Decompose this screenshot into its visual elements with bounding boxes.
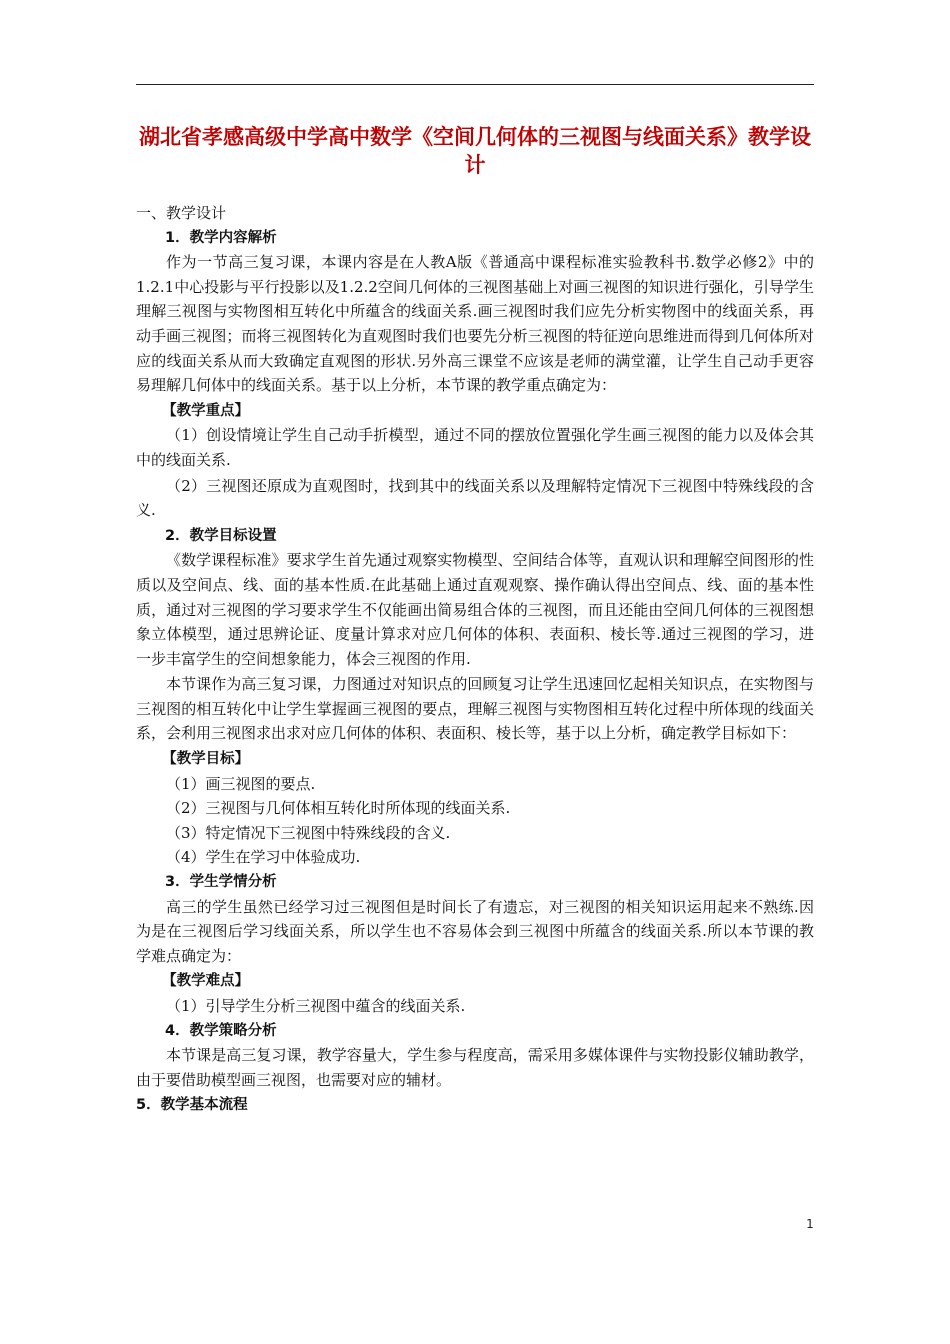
tag-key-points: 【教学重点】 [162,402,250,419]
list-item: （1）创设情境让学生自己动手折模型，通过不同的摆放位置强化学生画三视图的能力以及体会其中的线面关系. [136,426,814,469]
list-item: （1）画三视图的要点. [166,774,316,793]
list-item: （3）特定情况下三视图中特殊线段的含义. [166,823,451,842]
paragraph: 本节课是高三复习课，教学容量大，学生参与程度高，需采用多媒体课件与实物投影仪辅助教学，由于要借助模型画三视图，也需要对应的辅材。 [136,1046,814,1089]
paragraph: 《数学课程标准》要求学生首先通过观察实物模型、空间结合体等，直观认识和理解空间图形的性质以及空间点、线、面的基本性质.在此基础上通过直观观察、操作确认得出空间点、线、面的基本性质，通过对三视图的学习要求学生不仅能画出简易组合体的三视图，而且还能由空间几何体的三视图想象立体模型，通过思辨论证、度量计算求对应几何体的体积、表面积、棱长等.通过三视图的学习，进一步丰富学生的空间想象能力，体会三视图的作用. [136,551,814,668]
document-title: 湖北省孝感高级中学高中数学《空间几何体的三视图与线面关系》教学设计 [139,125,811,177]
tag-difficulties: 【教学难点】 [162,973,250,990]
paragraph: 本节课作为高三复习课，力图通过对知识点的回顾复习让学生迅速回忆起相关知识点，在实物图与三视图的相互转化中让学生掌握画三视图的要点，理解三视图与实物图相互转化过程中所体现的线面关系，会利用三视图求出求对应几何体的体积、表面积、棱长等，基于以上分析，确定教学目标如下： [136,675,814,743]
page-number: 1 [806,1217,814,1231]
subsection-heading-5: 5．教学基本流程 [136,1097,248,1114]
header-rule [136,84,814,85]
subsection-heading-1: 1．教学内容解析 [165,229,277,246]
paragraph: 作为一节高三复习课，本课内容是在人教A版《普通高中课程标准实验教科书.数学必修2》中的1.2.1中心投影与平行投影以及1.2.2空间几何体的三视图基础上对画三视图的知识进行强化，引导学生理解三视图与实物图相互转化中所蕴含的线面关系.画三视图时我们应先分析实物图中的线面关系，再动手画三视图；而将三视图转化为直观图时我们也要先分析三视图的特征逆向思维进而得到几何体所对应的线面关系从而大致确定直观图的形状.另外高三课堂不应该是老师的满堂灌，让学生自己动手更容易理解几何体中的线面关系。基于以上分析，本节课的教学重点确定为： [136,253,814,395]
document-body [136,201,814,1118]
list-item: （2）三视图与几何体相互转化时所体现的线面关系. [166,799,511,818]
tag-objectives: 【教学目标】 [162,751,250,768]
list-item: （2）三视图还原成为直观图时，找到其中的线面关系以及理解特定情况下三视图中特殊线段的含义. [136,476,814,520]
list-item: （4）学生在学习中体验成功. [166,848,361,867]
section-heading: 一、教学设计 [136,204,227,222]
subsection-heading-4: 4．教学策略分析 [165,1022,277,1039]
subsection-heading-3: 3．学生学情分析 [165,874,277,891]
paragraph: 高三的学生虽然已经学习过三视图但是时间长了有遗忘，对三视图的相关知识运用起来不熟练.因为是在三视图后学习线面关系，所以学生也不容易体会到三视图中所蕴含的线面关系.所以本节课的教学难点确定为： [136,897,814,965]
list-item: （1）引导学生分析三视图中蕴含的线面关系. [166,997,466,1015]
subsection-heading-2: 2．教学目标设置 [165,527,277,544]
